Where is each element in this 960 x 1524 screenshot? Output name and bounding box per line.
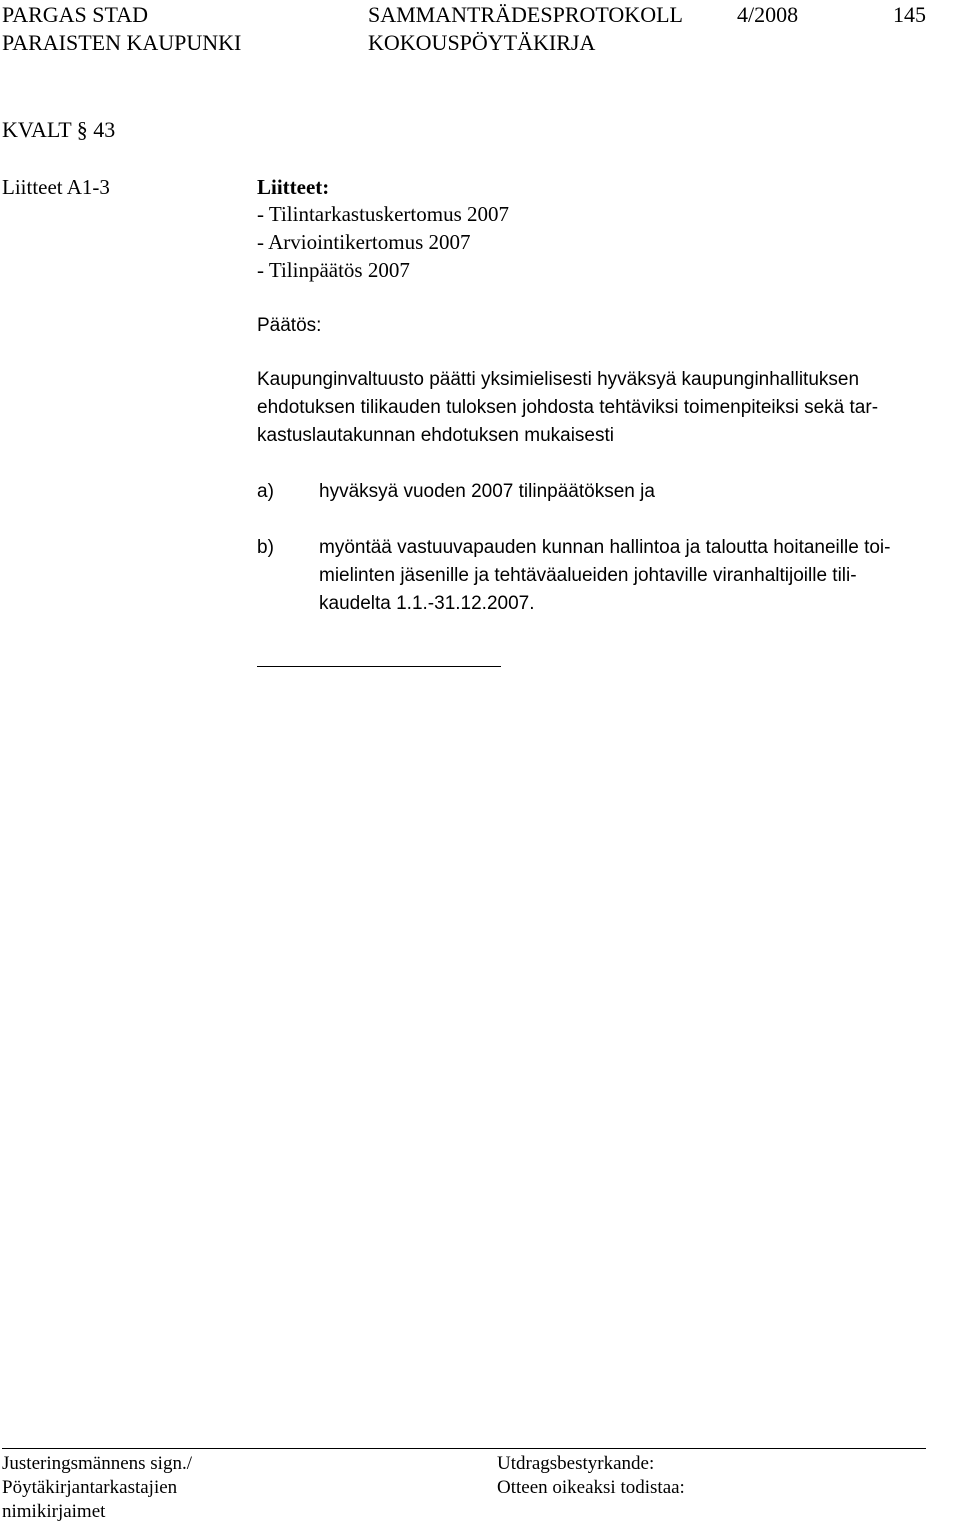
section-title: KVALT § 43 [2,117,116,142]
header-page-number: 145 [893,2,926,27]
decision-line: Kaupunginvaltuusto päätti yksimielisesti hyväksyä kaupunginhallituksen [257,369,860,390]
attachment-item: - Arviointikertomus 2007 [257,230,471,254]
attachment-item: - Tilintarkastuskertomus 2007 [257,202,510,226]
attachments-ref: Liitteet A1-3 [2,175,110,199]
point-b-label: b) [257,537,274,558]
point-b-text: mielinten jäsenille ja tehtäväalueiden johtaville viranhaltijoille tili- [319,565,857,586]
footer-right-line: Utdragsbestyrkande: [497,1453,655,1474]
header-doc-fi: KOKOUSPÖYTÄKIRJA [368,30,596,55]
footer-left-line: Justeringsmännens sign./ [2,1453,192,1474]
footer-rule [2,1448,926,1449]
point-a-label: a) [257,481,274,502]
footer-left-line: Pöytäkirjantarkastajien [2,1477,178,1498]
decision-line: kastuslautakunnan ehdotuksen mukaisesti [257,425,615,446]
point-b-text: kaudelta 1.1.-31.12.2007. [319,593,535,614]
point-b-text: myöntää vastuuvapauden kunnan hallintoa ja taloutta hoitaneille toi- [319,537,891,558]
section-separator [257,666,501,667]
attachment-item: - Tilinpäätös 2007 [257,258,410,282]
header-doc-sv: SAMMANTRÄDESPROTOKOLL [368,2,683,27]
footer-left-line: nimikirjaimet [2,1501,106,1522]
header-org-fi: PARAISTEN KAUPUNKI [2,30,242,55]
decision-line: ehdotuksen tilikauden tuloksen johdosta tehtäviksi toimenpiteiksi sekä tar- [257,397,879,418]
header-issue: 4/2008 [737,2,799,27]
header-org-sv: PARGAS STAD [2,2,148,27]
point-a-text: hyväksyä vuoden 2007 tilinpäätöksen ja [319,481,655,502]
decision-heading: Päätös: [257,315,322,336]
attachments-heading: Liitteet: [257,175,330,199]
footer-right-line: Otteen oikeaksi todistaa: [497,1477,685,1498]
